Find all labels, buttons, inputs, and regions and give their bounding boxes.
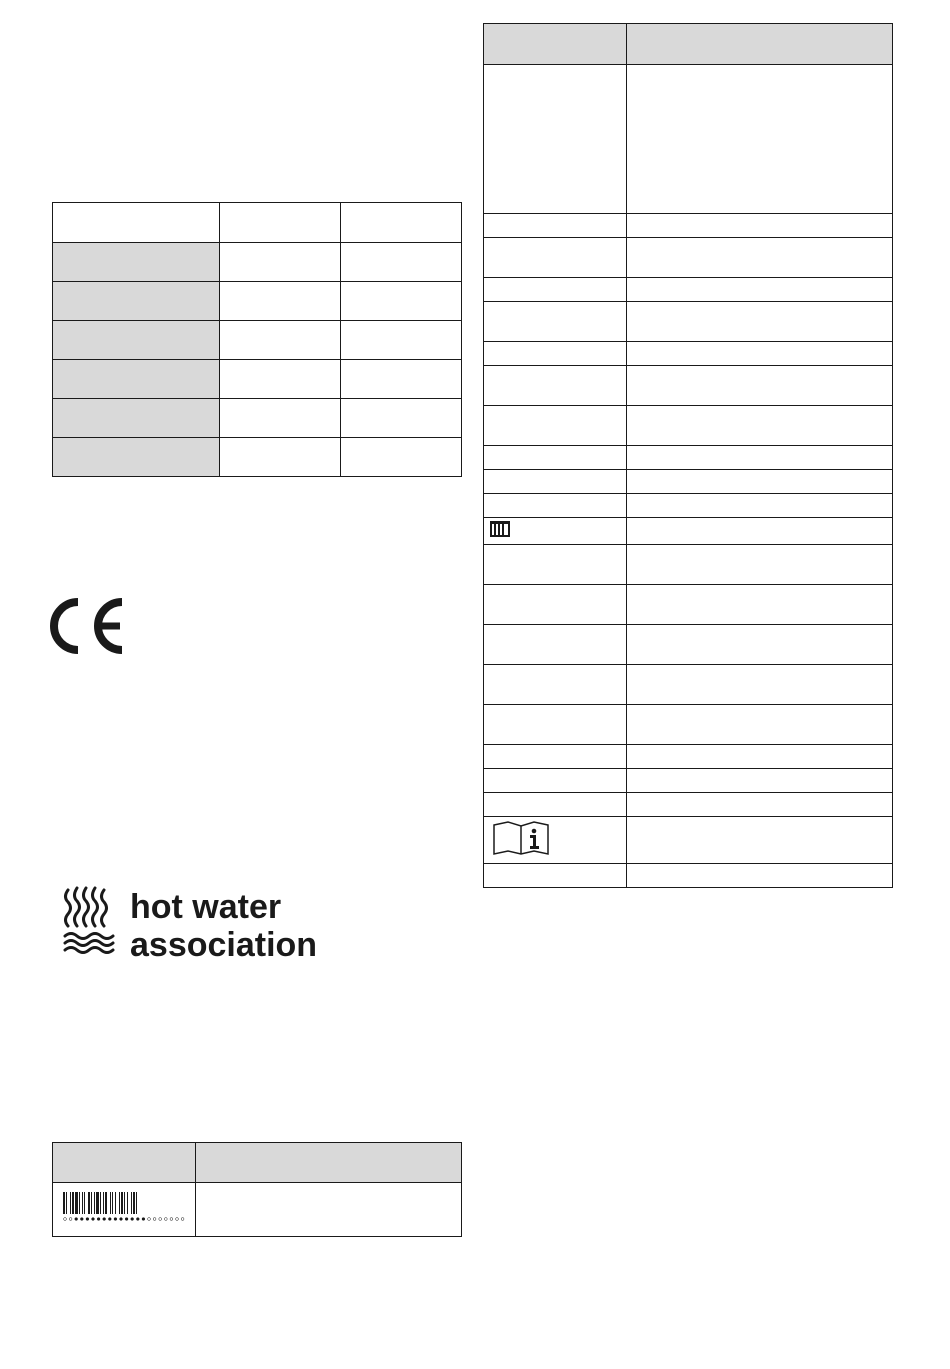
barcode-icon (61, 1190, 187, 1224)
header-cell (53, 1143, 196, 1183)
table-cell (341, 438, 462, 477)
table-cell (627, 65, 893, 214)
table-cell (627, 793, 893, 817)
table-row (484, 545, 893, 585)
table-header-row (53, 1143, 462, 1183)
header-cell (341, 203, 462, 243)
table-header-row (484, 24, 893, 65)
row-label-cell (53, 321, 220, 360)
table-row (484, 446, 893, 470)
barcode-bar (133, 1192, 135, 1214)
barcode-digit (170, 1218, 173, 1221)
table-cell (627, 214, 893, 238)
barcode-digit (97, 1218, 100, 1221)
barcode-digit (181, 1218, 184, 1221)
spec-table (483, 23, 893, 888)
header-cell (196, 1143, 462, 1183)
barcode-bar (136, 1192, 137, 1214)
barcode-digit (120, 1218, 123, 1221)
barcode-digit (142, 1218, 145, 1221)
radiator-cell (484, 518, 627, 545)
barcode-digit (114, 1218, 117, 1221)
ce-mark-icon (50, 595, 128, 657)
barcode-bar (82, 1192, 83, 1214)
barcode-bar (112, 1192, 113, 1214)
table-cell (627, 470, 893, 494)
row-label-cell (53, 282, 220, 321)
barcode-digit (92, 1218, 95, 1221)
header-cell (627, 24, 893, 65)
table-cell (627, 342, 893, 366)
table-row (53, 282, 462, 321)
header-cell (484, 24, 627, 65)
barcode-bar (110, 1192, 111, 1214)
radiator-icon (490, 521, 510, 537)
table-cell (484, 494, 627, 518)
barcode-bar (88, 1192, 90, 1214)
table-cell (484, 214, 627, 238)
barcode-digit (148, 1218, 151, 1221)
table-cell (627, 446, 893, 470)
table-cell (484, 278, 627, 302)
table-cell (627, 406, 893, 446)
table-cell (341, 282, 462, 321)
table-cell (627, 745, 893, 769)
barcode-digit (136, 1218, 139, 1221)
barcode-digit (75, 1218, 78, 1221)
table-cell (341, 360, 462, 399)
table-row (484, 470, 893, 494)
table-cell (484, 864, 627, 888)
table-row (484, 518, 893, 545)
table-row (484, 302, 893, 342)
table-cell (627, 625, 893, 665)
table-cell (627, 278, 893, 302)
barcode-bar (121, 1192, 123, 1214)
barcode-bar (105, 1192, 107, 1214)
table-cell (484, 470, 627, 494)
logo-line1: hot water (130, 888, 282, 926)
barcode-bar (124, 1192, 125, 1214)
table-cell (220, 243, 341, 282)
barcode-bar (79, 1192, 80, 1214)
barcode-bar (84, 1192, 85, 1214)
table-row (484, 745, 893, 769)
table-cell (220, 438, 341, 477)
table-row (484, 817, 893, 864)
table-cell (220, 399, 341, 438)
table-cell (627, 366, 893, 406)
data-table (52, 202, 462, 477)
table-cell (484, 745, 627, 769)
table-cell (220, 321, 341, 360)
table-row (53, 321, 462, 360)
table-row (484, 585, 893, 625)
barcode-bar (63, 1192, 65, 1214)
table-row (484, 214, 893, 238)
row-label-cell (53, 399, 220, 438)
table-row (484, 406, 893, 446)
table-row (484, 705, 893, 745)
table-cell (341, 399, 462, 438)
header-cell (220, 203, 341, 243)
table-row (53, 243, 462, 282)
table-cell (484, 793, 627, 817)
table-row (484, 864, 893, 888)
barcode-digit (86, 1218, 89, 1221)
row-label-cell (53, 243, 220, 282)
barcode-digit (131, 1218, 134, 1221)
barcode-bar (115, 1192, 116, 1214)
table-cell (627, 238, 893, 278)
table-cell (627, 545, 893, 585)
barcode-table (52, 1142, 462, 1237)
barcode-bar (91, 1192, 92, 1214)
table-cell (220, 282, 341, 321)
table-cell (627, 302, 893, 342)
table-cell (627, 665, 893, 705)
hot-water-association-logo (60, 886, 340, 966)
table-cell (484, 545, 627, 585)
barcode-cell (53, 1183, 196, 1237)
table-row (484, 366, 893, 406)
table-cell (484, 342, 627, 366)
table-cell (484, 302, 627, 342)
table-cell (484, 665, 627, 705)
barcode-digit (153, 1218, 156, 1221)
table-row (484, 769, 893, 793)
table-cell (627, 518, 893, 545)
table-row (484, 65, 893, 214)
barcode-digit (80, 1218, 83, 1221)
table-cell (484, 366, 627, 406)
header-cell (53, 203, 220, 243)
barcode-bar (94, 1192, 95, 1214)
table-row (53, 360, 462, 399)
table-row (484, 665, 893, 705)
table-cell (484, 769, 627, 793)
table-cell (484, 585, 627, 625)
barcode-digit (125, 1218, 128, 1221)
barcode-digit (159, 1218, 162, 1221)
table-row (484, 494, 893, 518)
table-cell (627, 769, 893, 793)
barcode-digit (108, 1218, 111, 1221)
table-cell (484, 406, 627, 446)
table-cell (484, 238, 627, 278)
barcode-digit (164, 1218, 167, 1221)
barcode-bar (103, 1192, 104, 1214)
table-header-row (53, 203, 462, 243)
barcode-bar (119, 1192, 120, 1214)
barcode-bar (131, 1192, 132, 1214)
logo-line2: association (130, 926, 318, 961)
barcode-bar (66, 1192, 67, 1214)
table-row (53, 399, 462, 438)
table-cell (341, 321, 462, 360)
table-row (484, 238, 893, 278)
barcode-bar (100, 1192, 101, 1214)
table-row (53, 438, 462, 477)
barcode-digit (69, 1218, 72, 1221)
barcode-bar (75, 1192, 78, 1214)
steam-waves-icon (60, 886, 340, 961)
table-cell (627, 817, 893, 864)
barcode-digit (64, 1218, 67, 1221)
table-row (484, 793, 893, 817)
barcode-bar (96, 1192, 99, 1214)
row-label-cell (53, 360, 220, 399)
table-row (484, 342, 893, 366)
row-label-cell (53, 438, 220, 477)
table-cell (220, 360, 341, 399)
read-manual-icon (492, 820, 550, 856)
table-cell (627, 494, 893, 518)
table-cell (484, 446, 627, 470)
table-cell (341, 243, 462, 282)
table-row (484, 278, 893, 302)
barcode-bar (72, 1192, 74, 1214)
table-cell (627, 864, 893, 888)
table-cell (627, 585, 893, 625)
barcode-bar (127, 1192, 128, 1214)
table-cell (627, 705, 893, 745)
table-cell (484, 65, 627, 214)
barcode-bar (70, 1192, 71, 1214)
barcode-digit (176, 1218, 179, 1221)
table-cell (196, 1183, 462, 1237)
barcode-digit (103, 1218, 106, 1221)
manual-cell (484, 817, 627, 864)
table-row (484, 625, 893, 665)
table-cell (484, 625, 627, 665)
table-cell (484, 705, 627, 745)
table-row (53, 1183, 462, 1237)
